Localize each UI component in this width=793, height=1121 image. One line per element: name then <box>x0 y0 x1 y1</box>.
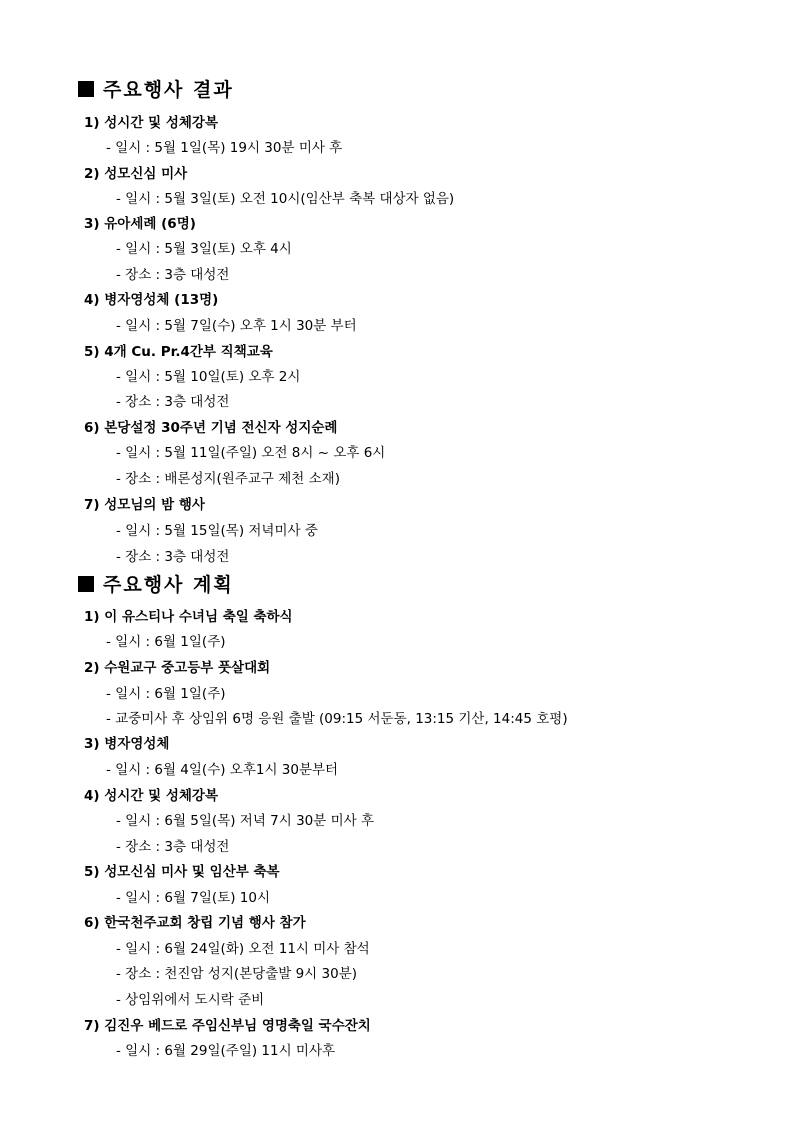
result-item-line: - 일시 : 5월 11일(주일) 오전 8시 ~ 오후 6시 <box>116 445 386 461</box>
plan-item-line: - 일시 : 6월 1일(주) <box>106 686 226 702</box>
result-item-line: - 장소 : 배론성지(원주교구 제천 소재) <box>116 471 340 487</box>
result-item-heading: 7) 성모님의 밤 행사 <box>84 497 205 513</box>
result-item-line: - 일시 : 5월 1일(목) 19시 30분 미사 후 <box>106 140 343 156</box>
section-plans-header <box>78 570 234 597</box>
section-title: 주요행사 결과 <box>103 79 234 101</box>
square-bullet-icon <box>78 81 94 97</box>
result-item-line: - 일시 : 5월 15일(목) 저녁미사 중 <box>116 523 318 539</box>
result-item-line: - 일시 : 5월 3일(토) 오후 4시 <box>116 241 292 257</box>
section-results-header <box>78 75 234 102</box>
plan-item-line: - 상임위에서 도시락 준비 <box>116 992 265 1008</box>
plan-item-heading: 4) 성시간 및 성체강복 <box>84 788 218 804</box>
plan-item-line: - 일시 : 6월 24일(화) 오전 11시 미사 참석 <box>116 941 370 957</box>
plan-item-line: - 일시 : 6월 5일(목) 저녁 7시 30분 미사 후 <box>116 813 375 829</box>
result-item-line: - 일시 : 5월 3일(토) 오전 10시(임산부 축복 대상자 없음) <box>116 191 455 207</box>
plan-item-heading: 5) 성모신심 미사 및 임산부 축복 <box>84 864 280 880</box>
result-item-heading: 6) 본당설정 30주년 기념 전신자 성지순례 <box>84 420 338 436</box>
plan-item-line: - 장소 : 3층 대성전 <box>116 839 230 855</box>
plan-item-heading: 1) 이 유스티나 수녀님 축일 축하식 <box>84 609 293 625</box>
plan-item-line: - 일시 : 6월 29일(주일) 11시 미사후 <box>116 1043 336 1059</box>
result-item-heading: 3) 유아세례 (6명) <box>84 216 196 232</box>
result-item-heading: 4) 병자영성체 (13명) <box>84 292 219 308</box>
plan-item-heading: 2) 수원교구 중고등부 풋살대회 <box>84 660 271 676</box>
result-item-line: - 일시 : 5월 7일(수) 오후 1시 30분 부터 <box>116 318 357 334</box>
result-item-line: - 장소 : 3층 대성전 <box>116 394 230 410</box>
result-item-line: - 일시 : 5월 10일(토) 오후 2시 <box>116 369 301 385</box>
result-item-heading: 5) 4개 Cu. Pr.4간부 직책교육 <box>84 344 273 360</box>
result-item-line: - 장소 : 3층 대성전 <box>116 267 230 283</box>
square-bullet-icon <box>78 576 94 592</box>
plan-item-heading: 3) 병자영성체 <box>84 736 170 752</box>
result-item-line: - 장소 : 3층 대성전 <box>116 549 230 565</box>
plan-item-heading: 6) 한국천주교회 창립 기념 행사 참가 <box>84 915 306 931</box>
plan-item-heading: 7) 김진우 베드로 주임신부님 영명축일 국수잔치 <box>84 1018 371 1034</box>
section-title: 주요행사 계획 <box>103 574 234 596</box>
result-item-heading: 2) 성모신심 미사 <box>84 166 188 182</box>
plan-item-line: - 일시 : 6월 4일(수) 오후1시 30분부터 <box>106 762 339 778</box>
plan-item-line: - 일시 : 6월 1일(주) <box>106 634 226 650</box>
plan-item-line: - 교중미사 후 상임위 6명 응원 출발 (09:15 서둔동, 13:15 기산, 14:45 호평) <box>106 711 568 727</box>
result-item-heading: 1) 성시간 및 성체강복 <box>84 115 218 131</box>
plan-item-line: - 장소 : 천진암 성지(본당출발 9시 30분) <box>116 966 358 982</box>
plan-item-line: - 일시 : 6월 7일(토) 10시 <box>116 890 271 906</box>
